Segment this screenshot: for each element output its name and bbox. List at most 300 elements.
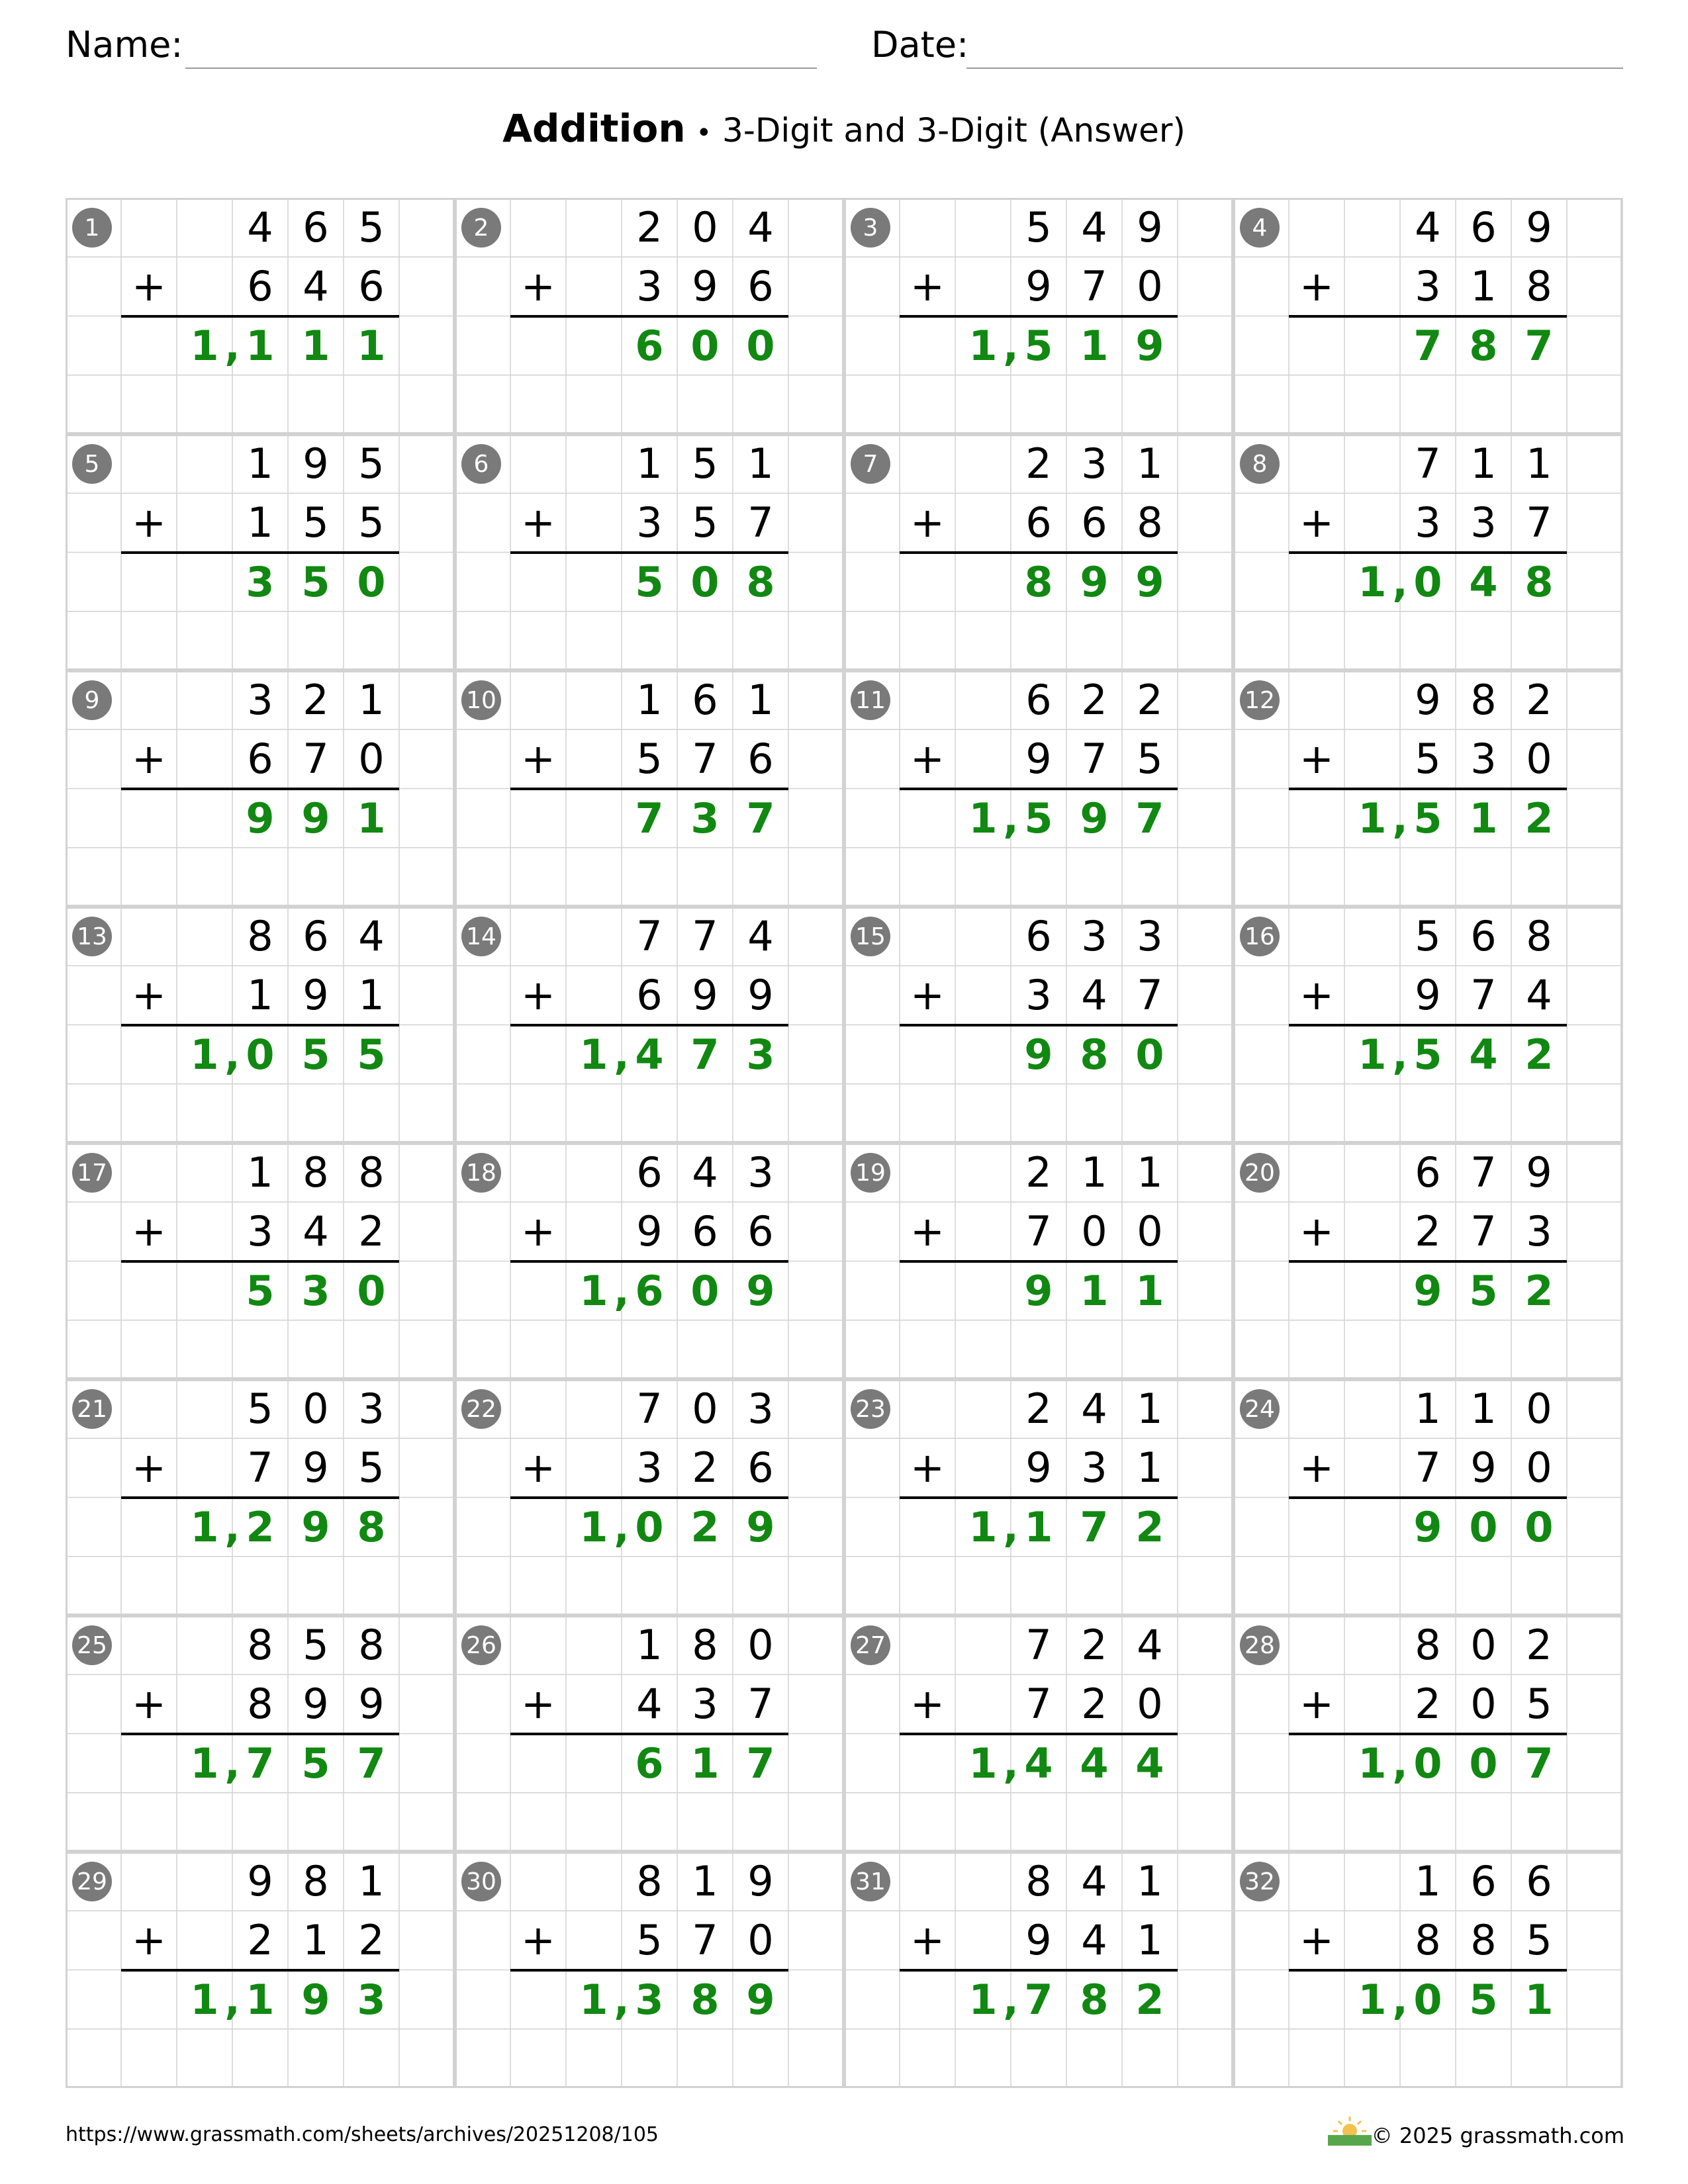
addend-top-digit: 5 [1025,203,1052,251]
plus-sign: + [521,1207,555,1256]
addend-bottom-digit: 9 [1025,1916,1052,1965]
plus-sign: + [910,1207,945,1256]
addend-top-digit: 4 [1137,1621,1163,1669]
addend-bottom-digit: 5 [636,735,663,784]
plus-sign: + [132,971,166,1020]
problem-30 [455,1852,844,2088]
addend-top-digit: 8 [692,1621,718,1669]
addend-top-digit: 8 [1025,1857,1052,1905]
addend-bottom-digit: 3 [1025,971,1052,1020]
addend-bottom-digit: 9 [692,262,718,311]
answer-digit: 2 [690,1502,720,1551]
addend-bottom-digit: 2 [692,1443,718,1492]
addend-top-digit: 9 [1415,676,1441,724]
addend-bottom-digit: 7 [1025,1680,1052,1729]
addend-top-digit: 2 [1025,439,1052,488]
answer-digit: 1 [301,321,330,370]
problem-7 [844,434,1233,670]
problem-10 [455,670,844,907]
problem-sheet [66,198,1623,2088]
addend-top-digit: 1 [1526,439,1552,488]
addend-top-digit: 1 [1415,1385,1441,1433]
answer-digit: 1 [968,1502,998,1551]
answer-digit: 1 [579,1502,608,1551]
problem-4 [1233,198,1622,434]
problem-24 [1233,1379,1622,1615]
addend-bottom-digit: 8 [247,1680,273,1729]
addend-top-digit: 8 [303,1148,329,1197]
answer-comma: , [224,1975,240,2024]
answer-comma: , [1392,1975,1408,2024]
problem-number-badge: 31 [851,1862,890,1901]
answer-digit: 0 [1524,1502,1554,1551]
answer-digit: 4 [1469,1030,1498,1079]
addend-top-digit: 8 [1526,912,1552,960]
problem-number-badge: 10 [461,680,501,720]
answer-digit: 7 [746,1739,775,1788]
addend-bottom-digit: 3 [692,1680,718,1729]
answer-digit: 0 [1413,557,1442,606]
addend-bottom-digit: 9 [636,1207,663,1256]
answer-digit: 4 [1024,1739,1053,1788]
addend-top-digit: 3 [1081,439,1107,488]
addend-bottom-digit: 3 [636,1443,663,1492]
answer-digit: 1 [690,1739,720,1788]
answer-digit: 9 [1413,1266,1442,1315]
addend-top-digit: 2 [1025,1385,1052,1433]
plus-sign: + [1299,1680,1334,1729]
answer-digit: 9 [746,1975,775,2024]
answer-digit: 7 [1080,1502,1109,1551]
addend-bottom-digit: 6 [358,262,385,311]
answer-digit: 5 [1469,1266,1498,1315]
addend-top-digit: 8 [303,1857,329,1905]
addend-top-digit: 0 [692,203,718,251]
addend-bottom-digit: 5 [1137,735,1163,784]
answer-digit: 1 [579,1975,608,2024]
answer-digit: 1 [1080,1266,1109,1315]
addend-bottom-digit: 7 [692,1916,718,1965]
addend-bottom-digit: 6 [247,262,273,311]
answer-digit: 9 [1135,321,1164,370]
plus-sign: + [132,498,166,547]
addend-top-digit: 9 [747,1857,774,1905]
addend-top-digit: 8 [1415,1621,1441,1669]
problem-number-badge: 6 [461,444,501,484]
answer-comma: , [224,1030,240,1079]
answer-comma: , [1003,1975,1019,2024]
answer-digit: 5 [246,1266,275,1315]
addend-top-digit: 8 [358,1621,385,1669]
addend-top-digit: 6 [1025,912,1052,960]
problem-25 [66,1615,455,1852]
answer-digit: 1 [1080,321,1109,370]
answer-digit: 0 [690,557,720,606]
addend-top-digit: 2 [1526,1621,1552,1669]
answer-digit: 5 [1024,794,1053,842]
addend-bottom-digit: 9 [1025,1443,1052,1492]
footer-url[interactable]: https://www.grassmath.com/sheets/archives/20251208/105 [66,2123,659,2146]
addend-top-digit: 1 [247,1148,273,1197]
problem-number-badge: 29 [72,1862,112,1901]
addend-top-digit: 5 [247,1385,273,1433]
answer-digit: 0 [1413,1975,1442,2024]
answer-comma: , [224,1739,240,1788]
addend-top-digit: 1 [636,439,663,488]
addend-bottom-digit: 7 [747,1680,774,1729]
addend-top-digit: 3 [358,1385,385,1433]
answer-digit: 0 [1413,1739,1442,1788]
addend-bottom-digit: 0 [1526,1443,1552,1492]
problem-8 [1233,434,1622,670]
answer-digit: 1 [246,1975,275,2024]
answer-comma: , [1003,1502,1019,1551]
answer-digit: 5 [301,1030,330,1079]
plus-sign: + [521,971,555,1020]
addend-top-digit: 7 [636,912,663,960]
answer-digit: 7 [1524,1739,1554,1788]
addend-bottom-digit: 7 [1470,971,1497,1020]
addend-bottom-digit: 7 [1415,1443,1441,1492]
addend-bottom-digit: 7 [747,498,774,547]
answer-comma: , [1392,557,1408,606]
problem-6 [455,434,844,670]
addend-top-digit: 6 [303,912,329,960]
addend-top-digit: 4 [358,912,385,960]
addend-top-digit: 1 [1137,1385,1163,1433]
plus-sign: + [910,1680,945,1729]
addend-top-digit: 5 [358,203,385,251]
plus-sign: + [521,1680,555,1729]
addend-bottom-digit: 3 [636,262,663,311]
plus-sign: + [1299,1207,1334,1256]
addend-top-digit: 6 [636,1148,663,1197]
answer-digit: 9 [1135,557,1164,606]
answer-digit: 0 [690,321,720,370]
addend-top-digit: 0 [1526,1385,1552,1433]
addend-bottom-digit: 4 [1526,971,1552,1020]
answer-comma: , [224,321,240,370]
answer-digit: 0 [1469,1502,1498,1551]
plus-sign: + [521,735,555,784]
problem-3 [844,198,1233,434]
addend-bottom-digit: 6 [692,1207,718,1256]
answer-digit: 7 [635,794,664,842]
problem-number-badge: 18 [461,1153,501,1193]
problem-number-badge: 32 [1240,1862,1280,1901]
answer-digit: 3 [357,1975,386,2024]
addend-top-digit: 8 [636,1857,663,1905]
answer-digit: 0 [357,1266,386,1315]
addend-bottom-digit: 9 [303,1680,329,1729]
problem-number-badge: 11 [851,680,890,720]
answer-digit: 5 [1024,321,1053,370]
addend-top-digit: 1 [1137,1857,1163,1905]
plus-sign: + [132,1443,166,1492]
answer-digit: 0 [357,557,386,606]
addend-bottom-digit: 4 [1081,1916,1107,1965]
addend-bottom-digit: 7 [1081,262,1107,311]
addend-bottom-digit: 6 [1081,498,1107,547]
addend-top-digit: 5 [692,439,718,488]
addend-bottom-digit: 3 [1470,498,1497,547]
problem-31 [844,1852,1233,2088]
addend-bottom-digit: 7 [692,735,718,784]
addend-bottom-digit: 9 [1470,1443,1497,1492]
addend-bottom-digit: 1 [247,498,273,547]
addend-bottom-digit: 8 [1415,1916,1441,1965]
problem-number-badge: 2 [461,208,501,248]
addend-top-digit: 4 [1415,203,1441,251]
answer-digit: 4 [1135,1739,1164,1788]
addend-top-digit: 8 [247,912,273,960]
problem-15 [844,907,1233,1143]
addend-bottom-digit: 5 [303,498,329,547]
addend-bottom-digit: 5 [1526,1680,1552,1729]
answer-digit: 1 [1469,794,1498,842]
addend-top-digit: 3 [747,1148,774,1197]
addend-top-digit: 1 [1137,439,1163,488]
addend-bottom-digit: 9 [1415,971,1441,1020]
answer-digit: 3 [635,1975,664,2024]
addend-top-digit: 5 [358,439,385,488]
answer-digit: 3 [246,557,275,606]
plus-sign: + [132,1916,166,1965]
problem-20 [1233,1143,1622,1379]
addend-top-digit: 1 [1415,1857,1441,1905]
answer-digit: 7 [357,1739,386,1788]
addend-top-digit: 9 [1137,203,1163,251]
addend-bottom-digit: 5 [692,498,718,547]
answer-digit: 2 [1524,1030,1554,1079]
plus-sign: + [910,498,945,547]
addend-top-digit: 1 [747,439,774,488]
answer-digit: 7 [1135,794,1164,842]
answer-comma: , [614,1975,630,2024]
addend-top-digit: 2 [636,203,663,251]
answer-digit: 6 [635,321,664,370]
addend-bottom-digit: 0 [1137,1680,1163,1729]
addend-bottom-digit: 2 [1081,1680,1107,1729]
addend-bottom-digit: 4 [303,1207,329,1256]
addend-bottom-digit: 0 [1137,1207,1163,1256]
title-main: Addition [502,106,686,151]
addend-top-digit: 1 [1081,1148,1107,1197]
answer-digit: 7 [1024,1975,1053,2024]
addend-top-digit: 1 [747,676,774,724]
answer-digit: 0 [1135,1030,1164,1079]
problem-number-badge: 12 [1240,680,1280,720]
problem-1 [66,198,455,434]
answer-digit: 1 [1358,1030,1387,1079]
addend-bottom-digit: 3 [636,498,663,547]
answer-digit: 0 [1469,1739,1498,1788]
answer-comma: , [1392,794,1408,842]
problem-18 [455,1143,844,1379]
answer-digit: 6 [635,1266,664,1315]
problem-number-badge: 4 [1240,208,1280,248]
problem-number-badge: 23 [851,1389,890,1429]
problem-number-badge: 5 [72,444,112,484]
answer-digit: 9 [1413,1502,1442,1551]
addend-bottom-digit: 5 [358,1443,385,1492]
addend-top-digit: 8 [358,1148,385,1197]
problem-13 [66,907,455,1143]
problem-26 [455,1615,844,1852]
problem-number-badge: 13 [72,917,112,956]
problem-28 [1233,1615,1622,1852]
worksheet-title [0,106,1688,151]
problem-27 [844,1615,1233,1852]
footer-copyright: © 2025 grassmath.com [1371,2123,1624,2148]
plus-sign: + [521,1443,555,1492]
addend-top-digit: 4 [1081,1385,1107,1433]
addend-top-digit: 7 [636,1385,663,1433]
addend-bottom-digit: 7 [1025,1207,1052,1256]
addend-bottom-digit: 2 [247,1916,273,1965]
addend-top-digit: 9 [1526,1148,1552,1197]
answer-digit: 7 [246,1739,275,1788]
addend-bottom-digit: 0 [1137,262,1163,311]
addend-top-digit: 1 [1470,1385,1497,1433]
answer-digit: 9 [1080,557,1109,606]
date-line[interactable] [966,68,1623,69]
addend-top-digit: 2 [303,676,329,724]
addend-bottom-digit: 8 [1526,262,1552,311]
answer-digit: 9 [746,1266,775,1315]
addend-top-digit: 5 [1415,912,1441,960]
problem-number-badge: 25 [72,1625,112,1665]
addend-top-digit: 1 [636,676,663,724]
answer-digit: 8 [1080,1030,1109,1079]
answer-digit: 1 [190,1030,219,1079]
addend-bottom-digit: 8 [1137,498,1163,547]
addend-bottom-digit: 7 [1081,735,1107,784]
addend-bottom-digit: 7 [303,735,329,784]
problem-17 [66,1143,455,1379]
answer-digit: 7 [746,794,775,842]
addend-bottom-digit: 9 [1025,262,1052,311]
name-label: Name: [66,24,183,66]
addend-top-digit: 4 [747,203,774,251]
answer-digit: 2 [1524,1266,1554,1315]
answer-digit: 1 [1358,794,1387,842]
answer-digit: 8 [746,557,775,606]
answer-digit: 5 [357,1030,386,1079]
problem-number-badge: 27 [851,1625,890,1665]
addend-bottom-digit: 0 [1081,1207,1107,1256]
problem-number-badge: 20 [1240,1153,1280,1193]
answer-digit: 5 [1413,1030,1442,1079]
answer-digit: 8 [690,1975,720,2024]
plus-sign: + [132,1680,166,1729]
answer-digit: 1 [246,321,275,370]
answer-digit: 0 [246,1030,275,1079]
answer-digit: 1 [190,1502,219,1551]
problem-2 [455,198,844,434]
answer-digit: 1 [1524,1975,1554,2024]
addend-top-digit: 5 [303,1621,329,1669]
problem-22 [455,1379,844,1615]
addend-top-digit: 0 [1470,1621,1497,1669]
answer-digit: 9 [301,1975,330,2024]
addend-top-digit: 0 [303,1385,329,1433]
answer-digit: 1 [1358,1739,1387,1788]
answer-digit: 1 [190,1739,219,1788]
answer-digit: 1 [357,321,386,370]
answer-digit: 3 [301,1266,330,1315]
answer-comma: , [614,1030,630,1079]
plus-sign: + [910,262,945,311]
answer-digit: 9 [246,794,275,842]
addend-top-digit: 4 [1081,203,1107,251]
addend-bottom-digit: 9 [692,971,718,1020]
plus-sign: + [1299,1443,1334,1492]
addend-top-digit: 6 [1470,1857,1497,1905]
answer-digit: 8 [1524,557,1554,606]
problem-23 [844,1379,1233,1615]
answer-digit: 1 [1024,1502,1053,1551]
answer-digit: 5 [635,557,664,606]
problem-number-badge: 30 [461,1862,501,1901]
plus-sign: + [910,1443,945,1492]
addend-bottom-digit: 1 [1137,1916,1163,1965]
addend-bottom-digit: 3 [1415,498,1441,547]
grassmath-logo-icon [1327,2115,1373,2147]
answer-digit: 2 [1524,794,1554,842]
problem-number-badge: 1 [72,208,112,248]
answer-digit: 5 [301,557,330,606]
addend-bottom-digit: 3 [1470,735,1497,784]
answer-digit: 0 [690,1266,720,1315]
plus-sign: + [1299,262,1334,311]
problem-16 [1233,907,1622,1143]
answer-comma: , [1003,1739,1019,1788]
addend-top-digit: 3 [1081,912,1107,960]
addend-bottom-digit: 5 [1526,1916,1552,1965]
plus-sign: + [1299,971,1334,1020]
problem-number-badge: 19 [851,1153,890,1193]
problem-number-badge: 9 [72,680,112,720]
addend-top-digit: 1 [358,1857,385,1905]
addend-top-digit: 6 [1526,1857,1552,1905]
answer-digit: 1 [968,794,998,842]
problem-19 [844,1143,1233,1379]
answer-digit: 3 [746,1030,775,1079]
problem-number-badge: 26 [461,1625,501,1665]
addend-top-digit: 1 [1137,1148,1163,1197]
addend-top-digit: 1 [1470,439,1497,488]
addend-top-digit: 9 [1526,203,1552,251]
answer-digit: 8 [1469,321,1498,370]
answer-comma: , [1392,1739,1408,1788]
answer-digit: 7 [1524,321,1554,370]
addend-bottom-digit: 0 [358,735,385,784]
addend-bottom-digit: 1 [358,971,385,1020]
problem-number-badge: 7 [851,444,890,484]
addend-top-digit: 3 [747,1385,774,1433]
problem-14 [455,907,844,1143]
plus-sign: + [1299,498,1334,547]
addend-bottom-digit: 1 [247,971,273,1020]
addend-bottom-digit: 3 [1081,1443,1107,1492]
addend-top-digit: 3 [247,676,273,724]
addend-bottom-digit: 9 [1025,735,1052,784]
answer-digit: 4 [1080,1739,1109,1788]
addend-top-digit: 4 [1081,1857,1107,1905]
name-line[interactable] [185,68,817,69]
addend-bottom-digit: 5 [1415,735,1441,784]
